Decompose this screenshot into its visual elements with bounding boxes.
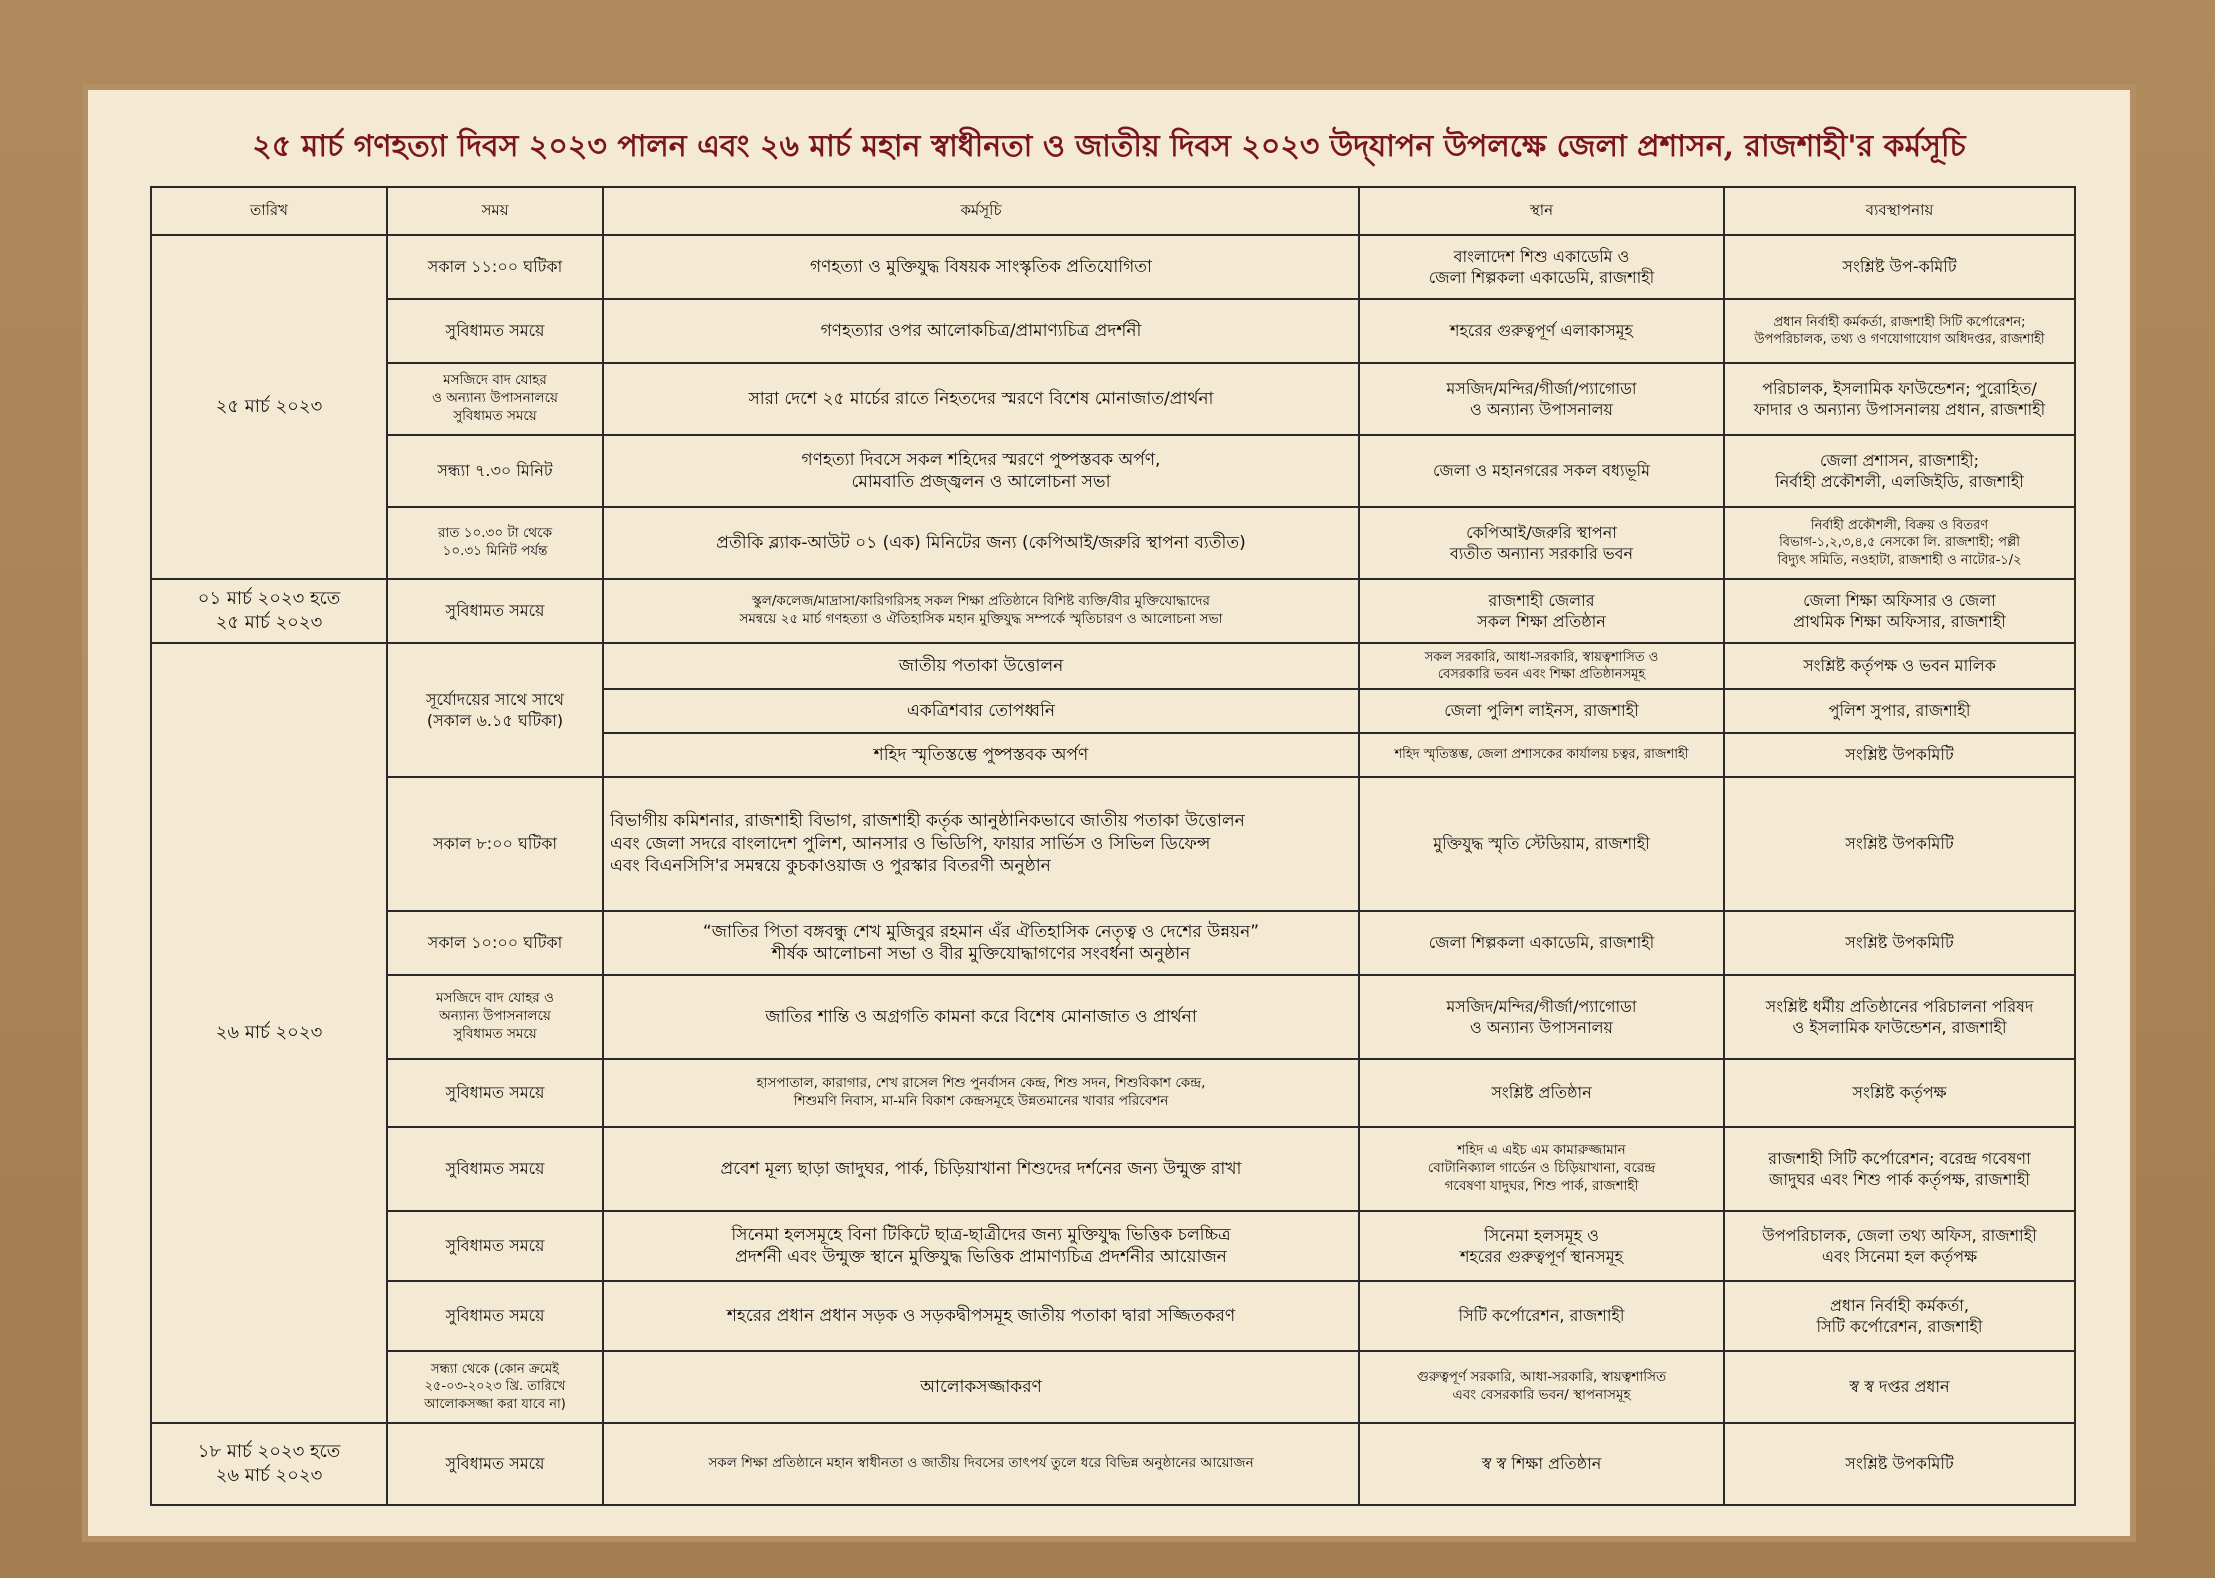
management-cell: জেলা শিক্ষা অফিসার ও জেলা প্রাথমিক শিক্ষা অফিসার, রাজশাহী xyxy=(1724,579,2075,643)
date-cell: ২৬ মার্চ ২০২৩ xyxy=(151,643,387,1423)
table-row xyxy=(151,1423,2075,1505)
management-cell: সংশ্লিষ্ট উপকমিটি xyxy=(1724,777,2075,911)
time-cell: সূর্যোদয়ের সাথে সাথে (সকাল ৬.১৫ ঘটিকা) xyxy=(387,643,603,777)
col-header-date: তারিখ xyxy=(151,187,387,235)
time-cell: মসজিদে বাদ যোহর ও অন্যান্য উপাসনালয়ে সুবিধামত সময়ে xyxy=(387,975,603,1059)
table-header-row xyxy=(151,187,2075,235)
date-cell: ০১ মার্চ ২০২৩ হতে ২৫ মার্চ ২০২৩ xyxy=(151,579,387,643)
management-cell: জেলা প্রশাসন, রাজশাহী; নির্বাহী প্রকৌশলী, এলজিইডি, রাজশাহী xyxy=(1724,435,2075,507)
time-cell: সুবিধামত সময়ে xyxy=(387,579,603,643)
venue-cell: সকল সরকারি, আধা-সরকারি, স্বায়ত্বশাসিত ও বেসরকারি ভবন এবং শিক্ষা প্রতিষ্ঠানসমূহ xyxy=(1359,643,1724,689)
venue-cell: মসজিদ/মন্দির/গীর্জা/প্যাগোডা ও অন্যান্য উপাসনালয় xyxy=(1359,975,1724,1059)
management-cell: নির্বাহী প্রকৌশলী, বিক্রয় ও বিতরণ বিভাগ-১,২,৩,৪,৫ নেসকো লি. রাজশাহী; পল্লী বিদ্যুৎ সমিতি, নওহাটা, রাজশাহী ও নাটোর-১/২ xyxy=(1724,507,2075,579)
management-cell: উপপরিচালক, জেলা তথ্য অফিস, রাজশাহী এবং সিনেমা হল কর্তৃপক্ষ xyxy=(1724,1211,2075,1281)
table-row xyxy=(151,579,2075,643)
schedule-table xyxy=(150,186,2076,1506)
program-cell: প্রবেশ মূল্য ছাড়া জাদুঘর, পার্ক, চিড়িয়াখানা শিশুদের দর্শনের জন্য উন্মুক্ত রাখা xyxy=(603,1127,1359,1211)
table-row xyxy=(151,299,2075,363)
col-header-management: ব্যবস্থাপনায় xyxy=(1724,187,2075,235)
document-title: ২৫ মার্চ গণহত্যা দিবস ২০২৩ পালন এবং ২৬ মার্চ মহান স্বাধীনতা ও জাতীয় দিবস ২০২৩ উদ্‌যাপন উপলক্ষে জেলা প্রশাসন, রাজশাহী'র কর্মসূচি xyxy=(252,129,1966,164)
table-row xyxy=(151,643,2075,689)
time-cell: সকাল ১০:০০ ঘটিকা xyxy=(387,911,603,975)
program-cell: গণহত্যা ও মুক্তিযুদ্ধ বিষয়ক সাংস্কৃতিক প্রতিযোগিতা xyxy=(603,235,1359,299)
table-row xyxy=(151,235,2075,299)
management-cell: সংশ্লিষ্ট ধর্মীয় প্রতিষ্ঠানের পরিচালনা পরিষদ ও ইসলামিক ফাউন্ডেশন, রাজশাহী xyxy=(1724,975,2075,1059)
venue-cell: শহরের গুরুত্বপূর্ণ এলাকাসমূহ xyxy=(1359,299,1724,363)
table-row xyxy=(151,777,2075,911)
time-cell: মসজিদে বাদ যোহর ও অন্যান্য উপাসনালয়ে সুবিধামত সময়ে xyxy=(387,363,603,435)
table-row xyxy=(151,911,2075,975)
time-cell: সকাল ১১:০০ ঘটিকা xyxy=(387,235,603,299)
date-cell: ১৮ মার্চ ২০২৩ হতে ২৬ মার্চ ২০২৩ xyxy=(151,1423,387,1505)
time-cell: সুবিধামত সময়ে xyxy=(387,1211,603,1281)
management-cell: সংশ্লিষ্ট উপকমিটি xyxy=(1724,1423,2075,1505)
program-cell: স্কুল/কলেজ/মাদ্রাসা/কারিগরিসহ সকল শিক্ষা প্রতিষ্ঠানে বিশিষ্ট ব্যক্তি/বীর মুক্তিযোদ্ধাদের সমন্বয়ে ২৫ মার্চ গণহত্যা ও ঐতিহাসিক মহান মুক্তিযুদ্ধ সম্পর্কে স্মৃতিচারণ ও আলোচনা সভা xyxy=(603,579,1359,643)
time-cell: সুবিধামত সময়ে xyxy=(387,1281,603,1351)
time-cell: সন্ধ্যা ৭.৩০ মিনিট xyxy=(387,435,603,507)
document-sheet xyxy=(82,84,2136,1542)
program-cell: সিনেমা হলসমূহে বিনা টিকিটে ছাত্র-ছাত্রীদের জন্য মুক্তিযুদ্ধ ভিত্তিক চলচ্চিত্র প্রদর্শনী এবং উন্মুক্ত স্থানে মুক্তিযুদ্ধ ভিত্তিক প্রামাণ্যচিত্র প্রদর্শনীর আয়োজন xyxy=(603,1211,1359,1281)
management-cell: প্রধান নির্বাহী কর্মকর্তা, সিটি কর্পোরেশন, রাজশাহী xyxy=(1724,1281,2075,1351)
table-row xyxy=(151,975,2075,1059)
venue-cell: সিটি কর্পোরেশন, রাজশাহী xyxy=(1359,1281,1724,1351)
time-cell: সন্ধ্যা থেকে (কোন ক্রমেই ২৫-০৩-২০২৩ খ্রি. তারিখে আলোকসজ্জা করা যাবে না) xyxy=(387,1351,603,1423)
program-cell: বিভাগীয় কমিশনার, রাজশাহী বিভাগ, রাজশাহী কর্তৃক আনুষ্ঠানিকভাবে জাতীয় পতাকা উত্তোলন এবং জেলা সদরে বাংলাদেশ পুলিশ, আনসার ও ভিডিপি, ফায়ার সার্ভিস ও সিভিল ডিফেন্স এবং বিএনসিসি'র সমন্বয়ে কুচকাওয়াজ ও পুরস্কার বিতরণী অনুষ্ঠান xyxy=(603,777,1359,911)
venue-cell: গুরুত্বপূর্ণ সরকারি, আধা-সরকারি, স্বায়ত্বশাসিত এবং বেসরকারি ভবন/ স্থাপনাসমূহ xyxy=(1359,1351,1724,1423)
venue-cell: সিনেমা হলসমূহ ও শহরের গুরুত্বপূর্ণ স্থানসমূহ xyxy=(1359,1211,1724,1281)
venue-cell: শহিদ এ এইচ এম কামারুজ্জামান বোটানিক্যাল গার্ডেন ও চিড়িয়াখানা, বরেন্দ্র গবেষণা যাদুঘর, শিশু পার্ক, রাজশাহী xyxy=(1359,1127,1724,1211)
table-row xyxy=(151,1127,2075,1211)
program-cell: শহরের প্রধান প্রধান সড়ক ও সড়কদ্বীপসমূহ জাতীয় পতাকা দ্বারা সজ্জিতকরণ xyxy=(603,1281,1359,1351)
venue-cell: জেলা পুলিশ লাইনস, রাজশাহী xyxy=(1359,689,1724,733)
time-cell: সুবিধামত সময়ে xyxy=(387,1127,603,1211)
table-row xyxy=(151,1211,2075,1281)
date-cell: ২৫ মার্চ ২০২৩ xyxy=(151,235,387,579)
time-cell: সুবিধামত সময়ে xyxy=(387,1059,603,1127)
venue-cell: স্ব স্ব শিক্ষা প্রতিষ্ঠান xyxy=(1359,1423,1724,1505)
col-header-program: কর্মসূচি xyxy=(603,187,1359,235)
table-row xyxy=(151,1351,2075,1423)
table-row xyxy=(151,363,2075,435)
venue-cell: জেলা ও মহানগরের সকল বধ্যভূমি xyxy=(1359,435,1724,507)
program-cell: জাতীয় পতাকা উত্তোলন xyxy=(603,643,1359,689)
venue-cell: কেপিআই/জরুরি স্থাপনা ব্যতীত অন্যান্য সরকারি ভবন xyxy=(1359,507,1724,579)
program-cell: গণহত্যার ওপর আলোকচিত্র/প্রামাণ্যচিত্র প্রদর্শনী xyxy=(603,299,1359,363)
table-row xyxy=(151,1281,2075,1351)
management-cell: সংশ্লিষ্ট উপ-কমিটি xyxy=(1724,235,2075,299)
management-cell: পুলিশ সুপার, রাজশাহী xyxy=(1724,689,2075,733)
management-cell: সংশ্লিষ্ট কর্তৃপক্ষ xyxy=(1724,1059,2075,1127)
venue-cell: মুক্তিযুদ্ধ স্মৃতি স্টেডিয়াম, রাজশাহী xyxy=(1359,777,1724,911)
management-cell: সংশ্লিষ্ট উপকমিটি xyxy=(1724,911,2075,975)
venue-cell: রাজশাহী জেলার সকল শিক্ষা প্রতিষ্ঠান xyxy=(1359,579,1724,643)
time-cell: রাত ১০.৩০ টা থেকে ১০.৩১ মিনিট পর্যন্ত xyxy=(387,507,603,579)
program-cell: আলোকসজ্জাকরণ xyxy=(603,1351,1359,1423)
program-cell: “জাতির পিতা বঙ্গবন্ধু শেখ মুজিবুর রহমান এঁর ঐতিহাসিক নেতৃত্ব ও দেশের উন্নয়ন” শীর্ষক আলোচনা সভা ও বীর মুক্তিযোদ্ধাগণের সংবর্ধনা অনুষ্ঠান xyxy=(603,911,1359,975)
venue-cell: জেলা শিল্পকলা একাডেমি, রাজশাহী xyxy=(1359,911,1724,975)
venue-cell: সংশ্লিষ্ট প্রতিষ্ঠান xyxy=(1359,1059,1724,1127)
venue-cell: মসজিদ/মন্দির/গীর্জা/প্যাগোডা ও অন্যান্য উপাসনালয় xyxy=(1359,363,1724,435)
program-cell: প্রতীকি ব্ল্যাক-আউট ০১ (এক) মিনিটের জন্য (কেপিআই/জরুরি স্থাপনা ব্যতীত) xyxy=(603,507,1359,579)
program-cell: জাতির শান্তি ও অগ্রগতি কামনা করে বিশেষ মোনাজাত ও প্রার্থনা xyxy=(603,975,1359,1059)
time-cell: সুবিধামত সময়ে xyxy=(387,1423,603,1505)
program-cell: সকল শিক্ষা প্রতিষ্ঠানে মহান স্বাধীনতা ও জাতীয় দিবসের তাৎপর্য তুলে ধরে বিভিন্ন অনুষ্ঠানের আয়োজন xyxy=(603,1423,1359,1505)
management-cell: স্ব স্ব দপ্তর প্রধান xyxy=(1724,1351,2075,1423)
management-cell: সংশ্লিষ্ট উপকমিটি xyxy=(1724,733,2075,777)
program-cell: সারা দেশে ২৫ মার্চের রাতে নিহতদের স্মরণে বিশেষ মোনাজাত/প্রার্থনা xyxy=(603,363,1359,435)
management-cell: রাজশাহী সিটি কর্পোরেশন; বরেন্দ্র গবেষণা জাদুঘর এবং শিশু পার্ক কর্তৃপক্ষ, রাজশাহী xyxy=(1724,1127,2075,1211)
col-header-venue: স্থান xyxy=(1359,187,1724,235)
table-row xyxy=(151,507,2075,579)
program-cell: একত্রিশবার তোপধ্বনি xyxy=(603,689,1359,733)
venue-cell: বাংলাদেশ শিশু একাডেমি ও জেলা শিল্পকলা একাডেমি, রাজশাহী xyxy=(1359,235,1724,299)
program-cell: গণহত্যা দিবসে সকল শহিদের স্মরণে পুষ্পস্তবক অর্পণ, মোমবাতি প্রজ্জ্বলন ও আলোচনা সভা xyxy=(603,435,1359,507)
time-cell: সুবিধামত সময়ে xyxy=(387,299,603,363)
venue-cell: শহিদ স্মৃতিস্তম্ভ, জেলা প্রশাসকের কার্যালয় চত্বর, রাজশাহী xyxy=(1359,733,1724,777)
time-cell: সকাল ৮:০০ ঘটিকা xyxy=(387,777,603,911)
program-cell: হাসপাতাল, কারাগার, শেখ রাসেল শিশু পুনর্বাসন কেন্দ্র, শিশু সদন, শিশুবিকাশ কেন্দ্র, শিশুমণি নিবাস, মা-মনি বিকাশ কেন্দ্রসমূহে উন্নতমানের খাবার পরিবেশন xyxy=(603,1059,1359,1127)
col-header-time: সময় xyxy=(387,187,603,235)
table-row xyxy=(151,1059,2075,1127)
program-cell: শহিদ স্মৃতিস্তম্ভে পুষ্পস্তবক অর্পণ xyxy=(603,733,1359,777)
table-row xyxy=(151,435,2075,507)
management-cell: প্রধান নির্বাহী কর্মকর্তা, রাজশাহী সিটি কর্পোরেশন; উপপরিচালক, তথ্য ও গণযোগাযোগ অধিদপ্তর, রাজশাহী xyxy=(1724,299,2075,363)
management-cell: পরিচালক, ইসলামিক ফাউন্ডেশন; পুরোহিত/ ফাদার ও অন্যান্য উপাসনালয় প্রধান, রাজশাহী xyxy=(1724,363,2075,435)
management-cell: সংশ্লিষ্ট কর্তৃপক্ষ ও ভবন মালিক xyxy=(1724,643,2075,689)
